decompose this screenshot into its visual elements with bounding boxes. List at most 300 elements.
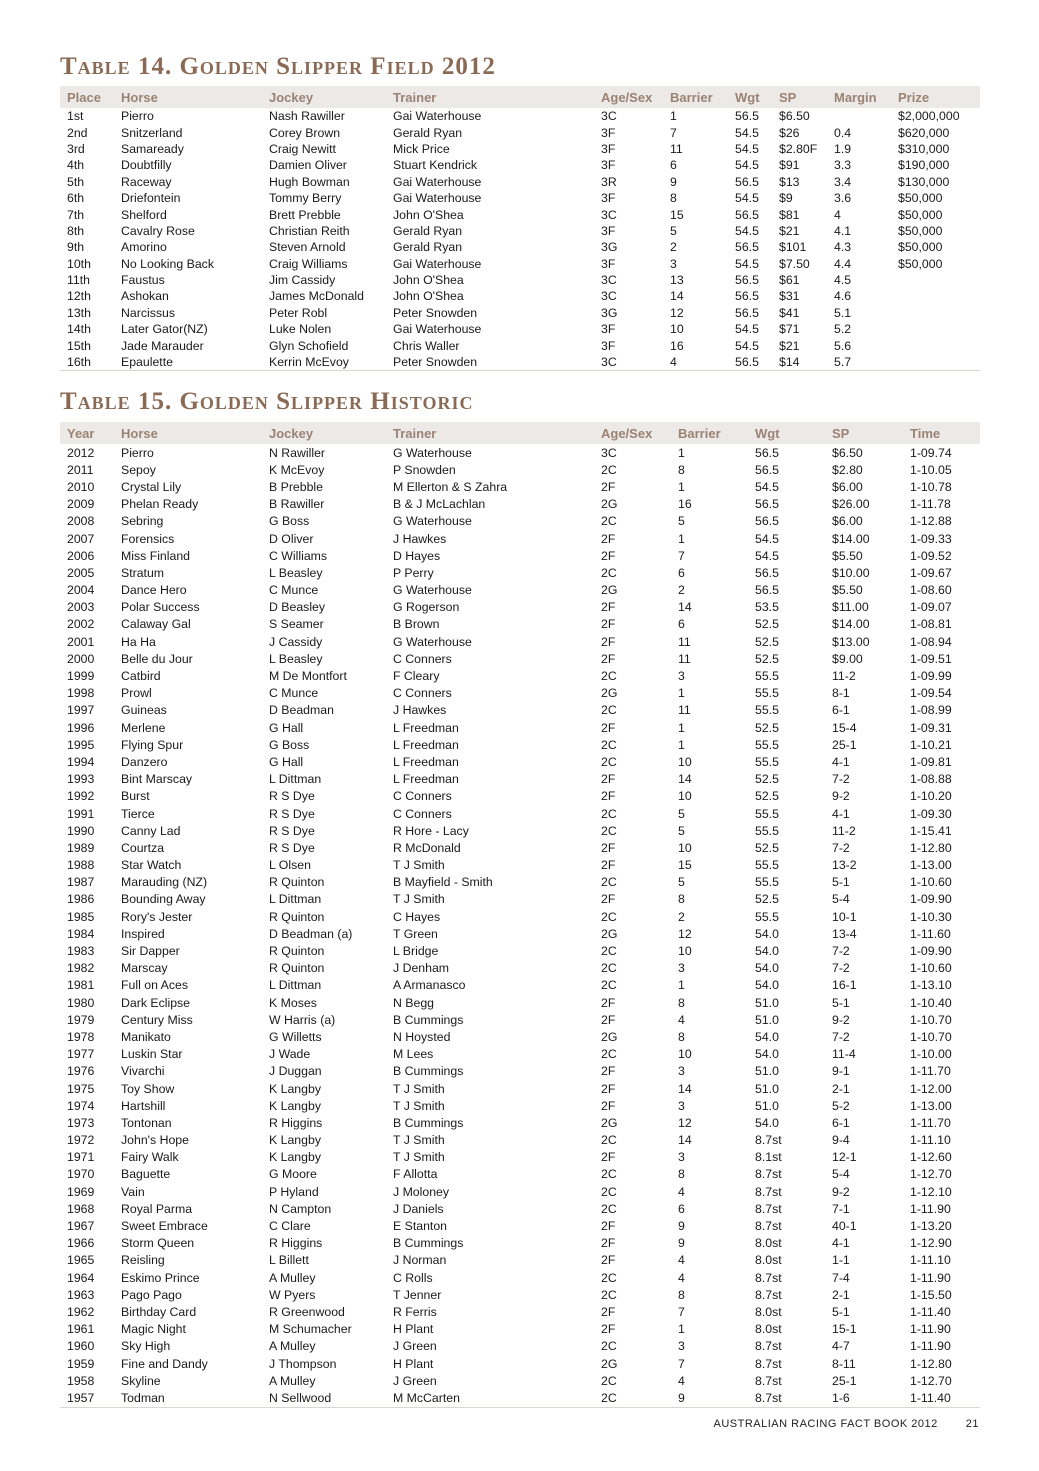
table-cell: K Moses [269, 995, 317, 1010]
table-cell: 2009 [67, 497, 95, 512]
table-cell: 1994 [67, 754, 95, 769]
table-cell: 14 [678, 600, 692, 615]
table-cell: 1 [678, 720, 685, 735]
table-cell: 8.7st [755, 1270, 782, 1285]
table-cell: 2C [601, 669, 617, 684]
table-cell: Chris Waller [393, 338, 460, 353]
table-cell: 11-4 [832, 1047, 856, 1062]
table-cell: Rory's Jester [121, 909, 193, 924]
table-cell: 6-1 [832, 1115, 850, 1130]
table-cell: C Williams [269, 548, 328, 563]
table-cell: 56.5 [735, 207, 759, 222]
table-cell: 2F [601, 1064, 616, 1079]
table-cell: W Harris (a) [269, 1012, 336, 1027]
table-cell: 1971 [67, 1150, 95, 1165]
table-cell: 1-08.99 [910, 703, 952, 718]
table-cell: 8.0st [755, 1253, 782, 1268]
table-cell: 1959 [67, 1356, 95, 1371]
table-cell: Nash Rawiller [269, 109, 345, 124]
table-cell: 5 [678, 806, 685, 821]
table-cell: T J Smith [393, 1150, 445, 1165]
table-cell: 54.5 [755, 531, 779, 546]
table-cell: C Clare [269, 1219, 311, 1234]
table-cell: 1-10.70 [910, 1029, 952, 1044]
table-row [60, 925, 980, 942]
table-cell: 2C [601, 565, 617, 580]
table-cell: $50,000 [898, 223, 943, 238]
table-cell: 3C [601, 289, 617, 304]
table-cell: S Seamer [269, 617, 324, 632]
table-cell: Bint Marscay [121, 772, 193, 787]
table-cell: L Bridge [393, 944, 439, 959]
table-cell: 56.5 [735, 305, 759, 320]
table-row [60, 174, 980, 190]
table-cell: 2C [601, 1270, 617, 1285]
table-cell: K McEvoy [269, 462, 325, 477]
column-header: Year [67, 425, 95, 441]
table-cell: N Campton [269, 1201, 332, 1216]
table-cell: 4 [670, 355, 677, 370]
table-cell: Doubtfilly [121, 158, 172, 173]
table-cell: Luke Nolen [269, 322, 332, 337]
table-row [60, 839, 980, 856]
table-cell: K Langby [269, 1133, 321, 1148]
table-cell: C Munce [269, 583, 319, 598]
table-cell: $6.50 [779, 109, 810, 124]
table-row [60, 942, 980, 959]
table-cell: 9-1 [832, 1064, 850, 1079]
table-cell: 56.5 [755, 583, 779, 598]
table-cell: 7-4 [832, 1270, 850, 1285]
table-cell: 56.5 [735, 289, 759, 304]
table-cell: 9 [670, 174, 677, 189]
table-cell: Reisling [121, 1253, 165, 1268]
table-cell: J Duggan [269, 1064, 322, 1079]
table-row [60, 771, 980, 788]
table-cell: $620,000 [898, 125, 950, 140]
table-cell: 25-1 [832, 737, 857, 752]
table-cell: K Langby [269, 1098, 321, 1113]
table-cell: L Dittman [269, 978, 322, 993]
table-cell: Magic Night [121, 1322, 186, 1337]
column-header: Age/Sex [601, 89, 653, 105]
table-cell: 1958 [67, 1373, 95, 1388]
table-cell: 5 [670, 223, 677, 238]
table-cell: 1978 [67, 1029, 95, 1044]
table-cell: 52.5 [755, 651, 779, 666]
table-cell [891, 305, 980, 321]
table-cell: $101 [779, 240, 807, 255]
table-cell: 55.5 [755, 669, 779, 684]
table-cell: 4 [678, 1184, 685, 1199]
table-cell: J Cassidy [269, 634, 323, 649]
table-cell: Epaulette [121, 355, 173, 370]
table-cell: 1-12.70 [910, 1373, 952, 1388]
table-row [60, 444, 980, 461]
table-cell: 51.0 [755, 1012, 779, 1027]
table-cell: 1970 [67, 1167, 95, 1182]
table-cell: 5 [678, 875, 685, 890]
table-row [60, 354, 980, 371]
table-cell: 12th [67, 289, 91, 304]
table-cell: 1973 [67, 1115, 95, 1130]
table-row [60, 667, 980, 684]
table-cell: 51.0 [755, 995, 779, 1010]
table-cell: 1-10.60 [910, 961, 952, 976]
table-cell: 4.4 [834, 256, 852, 271]
table-cell: 8.0st [755, 1322, 782, 1337]
table-cell: 1992 [67, 789, 95, 804]
table-cell: 7 [678, 1304, 685, 1319]
table-cell: 8.7st [755, 1201, 782, 1216]
table-row [60, 960, 980, 977]
table-cell: 1-09.07 [910, 600, 952, 615]
table-cell: 3R [601, 174, 617, 189]
column-header: Time [910, 425, 941, 441]
table-row [60, 1114, 980, 1131]
table-row [60, 305, 980, 321]
table-row [60, 124, 980, 140]
table-cell: 2005 [67, 565, 95, 580]
table-cell: $130,000 [898, 174, 950, 189]
table-cell: 1-10.30 [910, 909, 952, 924]
table-cell: 15 [678, 858, 692, 873]
table-cell: 1-12.70 [910, 1167, 952, 1182]
table-cell: 52.5 [755, 720, 779, 735]
table-cell: 6 [678, 1201, 685, 1216]
table-cell: 10 [678, 754, 692, 769]
table-cell: 4 [834, 207, 841, 222]
table-cell: 3F [601, 338, 616, 353]
table-cell: 9th [67, 240, 85, 255]
table-cell: 8th [67, 223, 85, 238]
table-cell: B Mayfield - Smith [393, 875, 493, 890]
table-cell: F Cleary [393, 669, 440, 684]
table-cell: 1982 [67, 961, 95, 976]
table-cell: L Freedman [393, 754, 459, 769]
table-cell: Snitzerland [121, 125, 183, 140]
table-cell: 12-1 [832, 1150, 857, 1165]
table-cell: 4.6 [834, 289, 852, 304]
table-cell: 2F [601, 1253, 616, 1268]
table-cell: 54.5 [735, 141, 759, 156]
table-header-row [60, 86, 980, 108]
table-row [60, 530, 980, 547]
table-cell: 1-09.33 [910, 531, 952, 546]
column-header: Wgt [755, 425, 780, 441]
table-cell: Craig Williams [269, 256, 348, 271]
table-cell: 15-1 [832, 1322, 857, 1337]
table-cell: M McCarten [393, 1390, 460, 1405]
table-cell: 1-11.90 [910, 1339, 951, 1354]
table-cell: R Greenwood [269, 1304, 345, 1319]
table-cell: 2C [601, 1133, 617, 1148]
table-cell: Burst [121, 789, 150, 804]
table-cell: Skyline [121, 1373, 161, 1388]
table-cell: 2F [601, 651, 616, 666]
table-row [60, 736, 980, 753]
table-cell: Vain [121, 1184, 145, 1199]
column-header: Jockey [269, 89, 314, 105]
golden-slipper-field-2012-table [60, 86, 980, 371]
table-15-title: Table 15. Golden Slipper Historic [60, 388, 474, 415]
table-cell: 10-1 [832, 909, 857, 924]
table-cell: C Conners [393, 651, 452, 666]
table-cell: Later Gator(NZ) [121, 322, 208, 337]
table-cell: 11-2 [832, 669, 856, 684]
table-cell: 1-08.94 [910, 634, 952, 649]
table-cell: P Perry [393, 565, 434, 580]
table-cell: $91 [779, 158, 800, 173]
table-cell: 1-11.78 [910, 497, 951, 512]
table-cell: 2010 [67, 479, 95, 494]
table-cell: 52.5 [755, 789, 779, 804]
table-cell: G Moore [269, 1167, 317, 1182]
table-row [60, 685, 980, 702]
table-cell [891, 354, 980, 371]
table-row [60, 753, 980, 770]
table-cell: C Munce [269, 686, 319, 701]
table-cell: $21 [779, 223, 800, 238]
table-cell: 1-09.90 [910, 892, 952, 907]
table-cell: 40-1 [832, 1219, 857, 1234]
table-cell: 1-11.10 [910, 1253, 951, 1268]
table-cell: 2F [601, 479, 616, 494]
table-cell: 55.5 [755, 754, 779, 769]
table-cell: 13-4 [832, 926, 857, 941]
table-cell: 6 [670, 158, 677, 173]
table-cell: 9-4 [832, 1133, 850, 1148]
table-cell [891, 321, 980, 337]
table-cell: 3F [601, 256, 616, 271]
table-cell: 7-2 [832, 772, 850, 787]
table-cell: John O'Shea [393, 289, 464, 304]
table-cell: Steven Arnold [269, 240, 346, 255]
table-cell: 54.0 [755, 978, 779, 993]
table-cell: 11 [670, 141, 683, 156]
page-number: 21 [965, 1418, 979, 1430]
table-cell: 7-2 [832, 944, 850, 959]
table-cell: 8.7st [755, 1373, 782, 1388]
table-cell: J Green [393, 1373, 437, 1388]
table-cell: 2003 [67, 600, 95, 615]
table-cell: 54.5 [755, 479, 779, 494]
table-cell: 2G [601, 1029, 618, 1044]
table-cell: 1 [678, 737, 685, 752]
table-cell: J Hawkes [393, 531, 447, 546]
table-cell: T Green [393, 926, 438, 941]
table-cell: $5.50 [832, 548, 863, 563]
table-cell: 3C [601, 273, 617, 288]
table-cell: 1 [678, 531, 685, 546]
table-row [60, 1132, 980, 1149]
table-row [60, 321, 980, 337]
table-cell: 1-09.74 [910, 445, 952, 460]
table-cell: 1972 [67, 1133, 95, 1148]
table-cell: 1977 [67, 1047, 95, 1062]
table-cell: P Hyland [269, 1184, 319, 1199]
table-cell: 3 [678, 1150, 685, 1165]
table-cell: $50,000 [898, 207, 943, 222]
table-cell: Baguette [121, 1167, 171, 1182]
table-cell: Sky High [121, 1339, 171, 1354]
table-cell: 9 [678, 1390, 685, 1405]
table-cell: R Ferris [393, 1304, 437, 1319]
table-cell: 2C [601, 909, 617, 924]
table-row [60, 1338, 980, 1355]
table-cell: C Conners [393, 686, 452, 701]
table-row [60, 1217, 980, 1234]
table-cell: N Sellwood [269, 1390, 332, 1405]
table-cell: 2G [601, 583, 618, 598]
table-cell: Star Watch [121, 858, 182, 873]
table-cell: $2.80 [832, 462, 863, 477]
table-cell: 1957 [67, 1390, 95, 1405]
table-cell: 4-7 [832, 1339, 850, 1354]
table-cell: R Quinton [269, 875, 325, 890]
table-cell: 7th [67, 207, 85, 222]
table-cell: 1-12.80 [910, 840, 952, 855]
table-cell: Storm Queen [121, 1236, 195, 1251]
table-row [60, 1252, 980, 1269]
table-cell: 11 [678, 703, 691, 718]
table-cell: 12 [670, 305, 684, 320]
table-cell: 5th [67, 174, 85, 189]
table-cell: P Snowden [393, 462, 456, 477]
table-cell: 1-09.54 [910, 686, 952, 701]
table-cell: 1962 [67, 1304, 95, 1319]
table-cell: 1-10.05 [910, 462, 952, 477]
table-cell: 1-11.10 [910, 1133, 951, 1148]
table-cell: 3G [601, 305, 618, 320]
table-cell: 1-11.90 [910, 1322, 951, 1337]
table-cell: Pierro [121, 109, 154, 124]
golden-slipper-historic-table [60, 422, 980, 1408]
table-cell: 1960 [67, 1339, 95, 1354]
table-cell: M Ellerton & S Zahra [393, 479, 508, 494]
table-cell: $9 [779, 191, 793, 206]
table-cell: 1-10.78 [910, 479, 952, 494]
table-cell: 52.5 [755, 892, 779, 907]
table-cell: 6 [678, 617, 685, 632]
table-cell: 54.5 [735, 338, 759, 353]
column-header: Age/Sex [601, 425, 653, 441]
table-cell: 7 [678, 548, 685, 563]
table-cell: Miss Finland [121, 548, 191, 563]
table-cell: 2-1 [832, 1287, 850, 1302]
table-row [60, 1080, 980, 1097]
table-cell: 1-09.51 [910, 651, 952, 666]
table-cell: 2nd [67, 125, 88, 140]
table-cell: B & J McLachlan [393, 497, 486, 512]
table-row [60, 1183, 980, 1200]
table-cell: 2F [601, 531, 616, 546]
table-cell: $2.80F [779, 141, 818, 156]
table-row [60, 1046, 980, 1063]
table-cell: Bounding Away [121, 892, 206, 907]
table-cell: 1987 [67, 875, 95, 890]
table-cell: 2F [601, 840, 616, 855]
table-row [60, 1389, 980, 1407]
table-cell: 2C [601, 703, 617, 718]
table-cell: 56.5 [755, 514, 779, 529]
table-cell: 55.5 [755, 909, 779, 924]
table-cell: T J Smith [393, 1098, 445, 1113]
table-cell: 5.2 [834, 322, 852, 337]
table-cell: 5-1 [832, 875, 850, 890]
table-cell: Todman [121, 1390, 165, 1405]
table-cell: John O'Shea [393, 207, 464, 222]
table-cell: 3C [601, 355, 617, 370]
table-cell: 4-1 [832, 754, 850, 769]
table-cell: 3.6 [834, 191, 852, 206]
table-cell: 2C [601, 462, 617, 477]
table-cell: 1-11.60 [910, 926, 951, 941]
table-cell: 1-09.81 [910, 754, 952, 769]
table-cell: $310,000 [898, 141, 950, 156]
table-cell: 1 [670, 109, 677, 124]
table-cell: 1 [678, 1322, 685, 1337]
table-cell: 2007 [67, 531, 95, 546]
table-cell: Dance Hero [121, 583, 187, 598]
table-cell: 1-09.31 [910, 720, 952, 735]
table-cell: G Hall [269, 720, 304, 735]
table-cell: 5-1 [832, 1304, 850, 1319]
table-cell: $71 [779, 322, 800, 337]
table-cell: T J Smith [393, 1081, 445, 1096]
table-cell: B Brown [393, 617, 440, 632]
table-row [60, 1028, 980, 1045]
table-cell: $2,000,000 [898, 109, 960, 124]
table-cell [827, 108, 891, 124]
table-row [60, 288, 980, 304]
table-cell: $11.00 [832, 600, 869, 615]
table-cell: L Olsen [269, 858, 311, 873]
table-row [60, 478, 980, 495]
table-cell: 8.7st [755, 1184, 782, 1199]
table-cell: R Quinton [269, 909, 325, 924]
table-cell: 56.5 [735, 240, 759, 255]
table-cell: 1968 [67, 1201, 95, 1216]
table-cell: John's Hope [121, 1133, 189, 1148]
table-cell: 2C [601, 875, 617, 890]
table-cell: $6.00 [832, 514, 863, 529]
table-cell: 7-2 [832, 1029, 850, 1044]
table-cell: 52.5 [755, 772, 779, 787]
table-cell: W Pyers [269, 1287, 316, 1302]
table-cell: Century Miss [121, 1012, 193, 1027]
table-cell: 1-11.40 [910, 1304, 951, 1319]
table-cell: Gerald Ryan [393, 240, 463, 255]
table-cell: 14 [678, 772, 692, 787]
table-cell: 8.7st [755, 1339, 782, 1354]
table-cell: G Waterhouse [393, 514, 472, 529]
table-cell: $61 [779, 273, 800, 288]
table-cell: J Green [393, 1339, 437, 1354]
table-cell: 55.5 [755, 823, 779, 838]
table-cell: G Rogerson [393, 600, 460, 615]
table-cell: 2F [601, 789, 616, 804]
table-cell: 2C [601, 1373, 617, 1388]
table-row [60, 1303, 980, 1320]
table-cell: 0.4 [834, 125, 852, 140]
table-cell: G Willetts [269, 1029, 322, 1044]
table-cell: 2000 [67, 651, 95, 666]
table-cell: 9 [678, 1219, 685, 1234]
table-cell: 10 [670, 322, 684, 337]
table-cell: 2C [601, 944, 617, 959]
table-cell: B Cummings [393, 1236, 464, 1251]
